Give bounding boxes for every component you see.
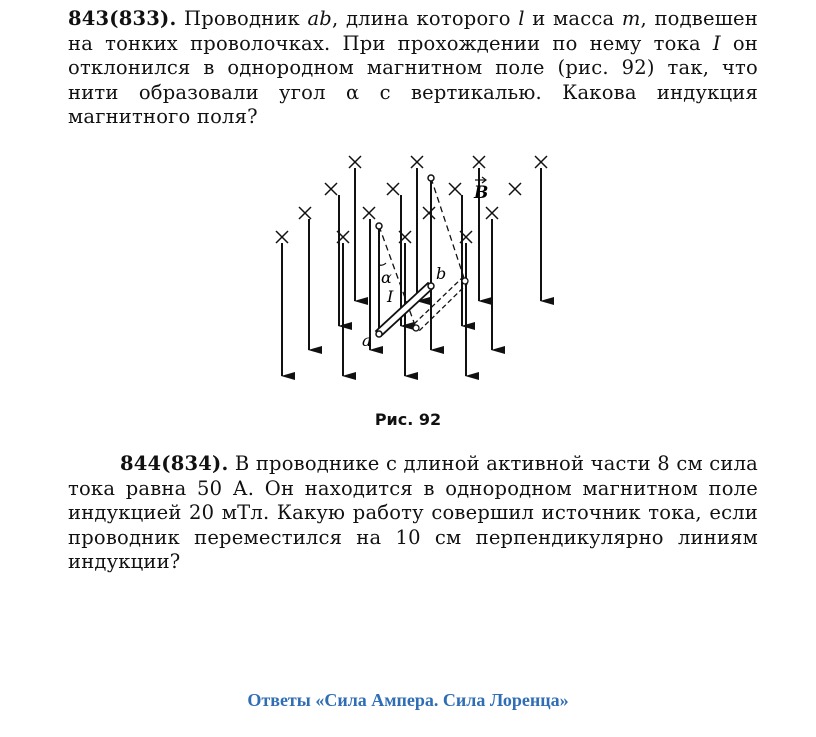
deflected-conductor (379, 178, 468, 331)
problem-843 (68, 7, 758, 130)
problem-843-number: 843(833). (68, 7, 177, 30)
field-cross (387, 183, 399, 195)
field-cross (449, 183, 461, 195)
field-cross (535, 156, 547, 168)
var-m: m (621, 7, 641, 30)
label-current-I: I (387, 287, 394, 306)
problem-843-text-4: , подвешен на тонких проволочках. При прохождении по нему тока (68, 7, 758, 55)
figure-92-magnetic-field-diagram (265, 150, 565, 400)
var-I: I (712, 31, 721, 55)
var-alpha: α (345, 80, 360, 104)
angle-arc-alpha (379, 263, 386, 265)
problem-844-number: 844(834). (120, 452, 229, 475)
field-cross (423, 207, 435, 219)
field-cross (325, 183, 337, 195)
field-cross (509, 183, 521, 195)
label-alpha: α (381, 268, 392, 287)
problem-843-text-5: он отклонился в однородном магнитном поле (рис. 92) так, что нити образовали угол (68, 31, 758, 104)
answers-link[interactable]: Ответы «Сила Ампера. Сила Лоренца» (247, 690, 569, 710)
b-vector-label (473, 177, 488, 203)
field-cross (299, 207, 311, 219)
problem-844-text: В проводнике с длиной активной части 8 см сила тока равна 50 А. Он находится в однородном магнитном поле индукцией 20 мТл. Какую работу совершил источник тока, если проводник переместился на 10 см перпендикулярно линиям индукции? (68, 452, 758, 574)
field-cross (276, 231, 288, 243)
problem-843-text-6: с вертикалью. Какова индукция магнитного поля? (68, 80, 759, 129)
field-lines (282, 168, 541, 376)
label-b: b (436, 264, 447, 283)
label-b-vector: B (474, 183, 489, 203)
var-l: l (518, 7, 525, 30)
field-cross (473, 156, 485, 168)
problem-843-text-1: Проводник (184, 7, 308, 30)
field-cross (349, 156, 361, 168)
problem-843-text-2: , длина которого (332, 7, 519, 30)
field-cross (411, 156, 423, 168)
problem-843-text-3: и масса (524, 7, 622, 30)
field-cross-marks (276, 156, 547, 243)
var-ab: ab (307, 7, 332, 30)
field-cross (363, 207, 375, 219)
problem-844 (68, 452, 758, 575)
figure-caption: Рис. 92 (374, 410, 442, 429)
field-cross (486, 207, 498, 219)
label-a: a (362, 331, 372, 350)
